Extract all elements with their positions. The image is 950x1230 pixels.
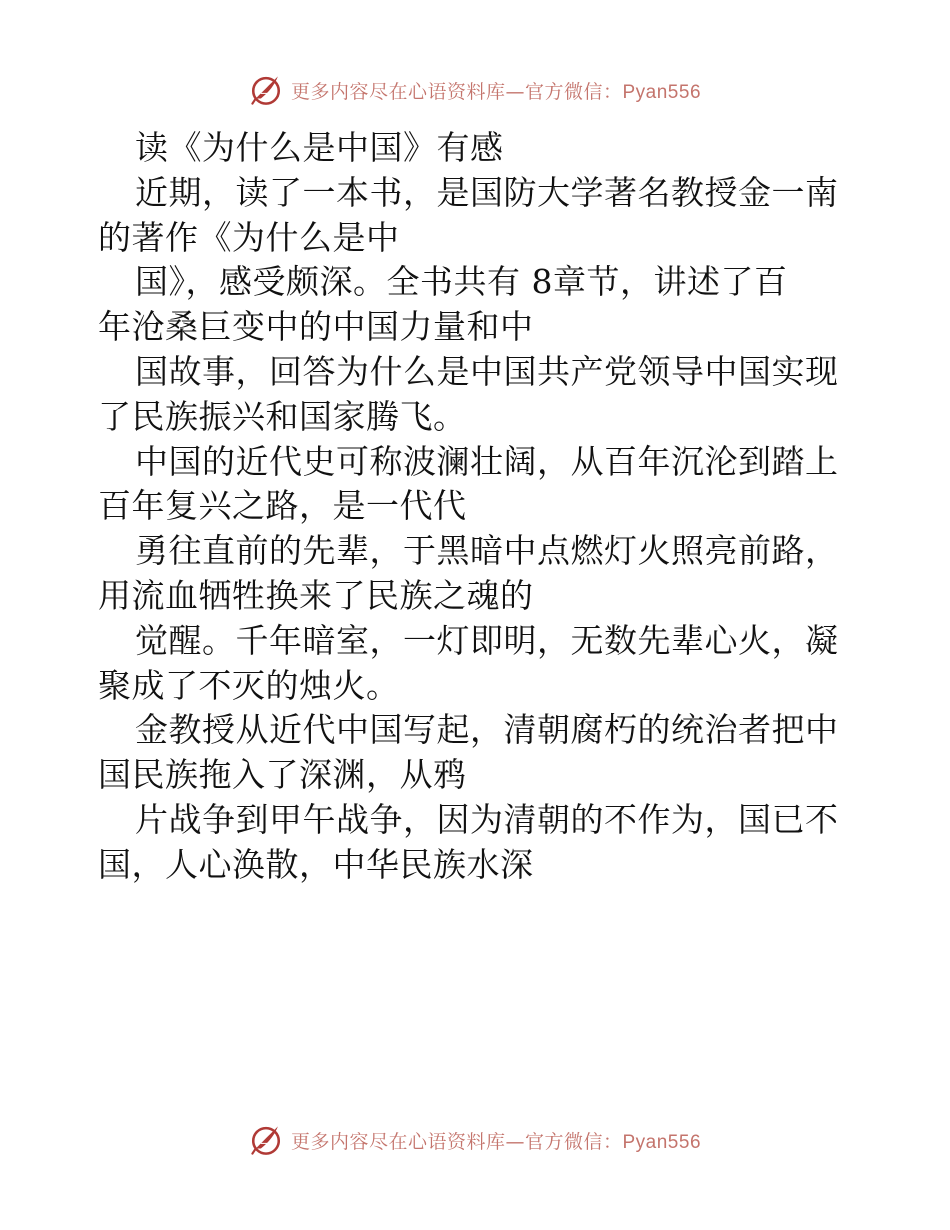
- text-line: 了民族振兴和国家腾飞。: [98, 396, 467, 436]
- header-watermark-dash: —: [505, 80, 525, 103]
- text-line: 国民族拖入了深渊，从鸦: [98, 755, 467, 795]
- footer-watermark-main: 更多内容尽在心语资料库: [290, 1130, 506, 1153]
- text-line: 读《为什么是中国》有感: [135, 128, 504, 167]
- footer-watermark-wechat: 官方微信：: [524, 1130, 623, 1153]
- text-line: 用流血牺牲换来了民族之魂的: [98, 575, 534, 615]
- feather-quill-logo-icon: [249, 1123, 283, 1157]
- text-line: 百年复兴之路，是一代代: [98, 486, 467, 526]
- text-line: 的著作《为什么是中: [98, 217, 400, 257]
- document-body: [98, 126, 858, 888]
- feather-quill-logo-icon: [249, 73, 283, 107]
- header-watermark-main: 更多内容尽在心语资料库: [290, 80, 506, 103]
- text-line: 觉醒。千年暗室，一灯即明，无数先辈心火，凝: [135, 620, 839, 660]
- text-line: 勇往直前的先辈，于黑暗中点燃灯火照亮前路，: [135, 531, 839, 571]
- text-line: 国故事，回答为什么是中国共产党领导中国实现: [135, 351, 839, 391]
- footer-watermark: [0, 1120, 950, 1160]
- header-watermark-wechat: 官方微信：: [524, 80, 623, 103]
- header-watermark-text: [291, 77, 701, 104]
- text-line: 国，人心涣散，中华民族水深: [98, 844, 534, 884]
- text-line: 片战争到甲午战争，因为清朝的不作为，国已不: [135, 799, 839, 839]
- text-line: 聚成了不灭的烛火。: [98, 665, 400, 705]
- text-line: 近期，读了一本书，是国防大学著名教授金一南: [135, 172, 839, 212]
- text-line: 年沧桑巨变中的中国力量和中: [98, 307, 534, 347]
- footer-watermark-id: Pyan556: [622, 1131, 702, 1153]
- text-line: 中国的近代史可称波澜壮阔，从百年沉沦到踏上: [135, 441, 839, 481]
- header-watermark-id: Pyan556: [622, 81, 702, 103]
- footer-watermark-dash: —: [505, 1130, 525, 1153]
- header-watermark: [0, 70, 950, 110]
- text-line: 国》，感受颇深。全书共有 8章节，讲述了百: [135, 262, 788, 302]
- footer-watermark-text: [291, 1127, 701, 1154]
- text-line: 金教授从近代中国写起，清朝腐朽的统治者把中: [135, 710, 839, 750]
